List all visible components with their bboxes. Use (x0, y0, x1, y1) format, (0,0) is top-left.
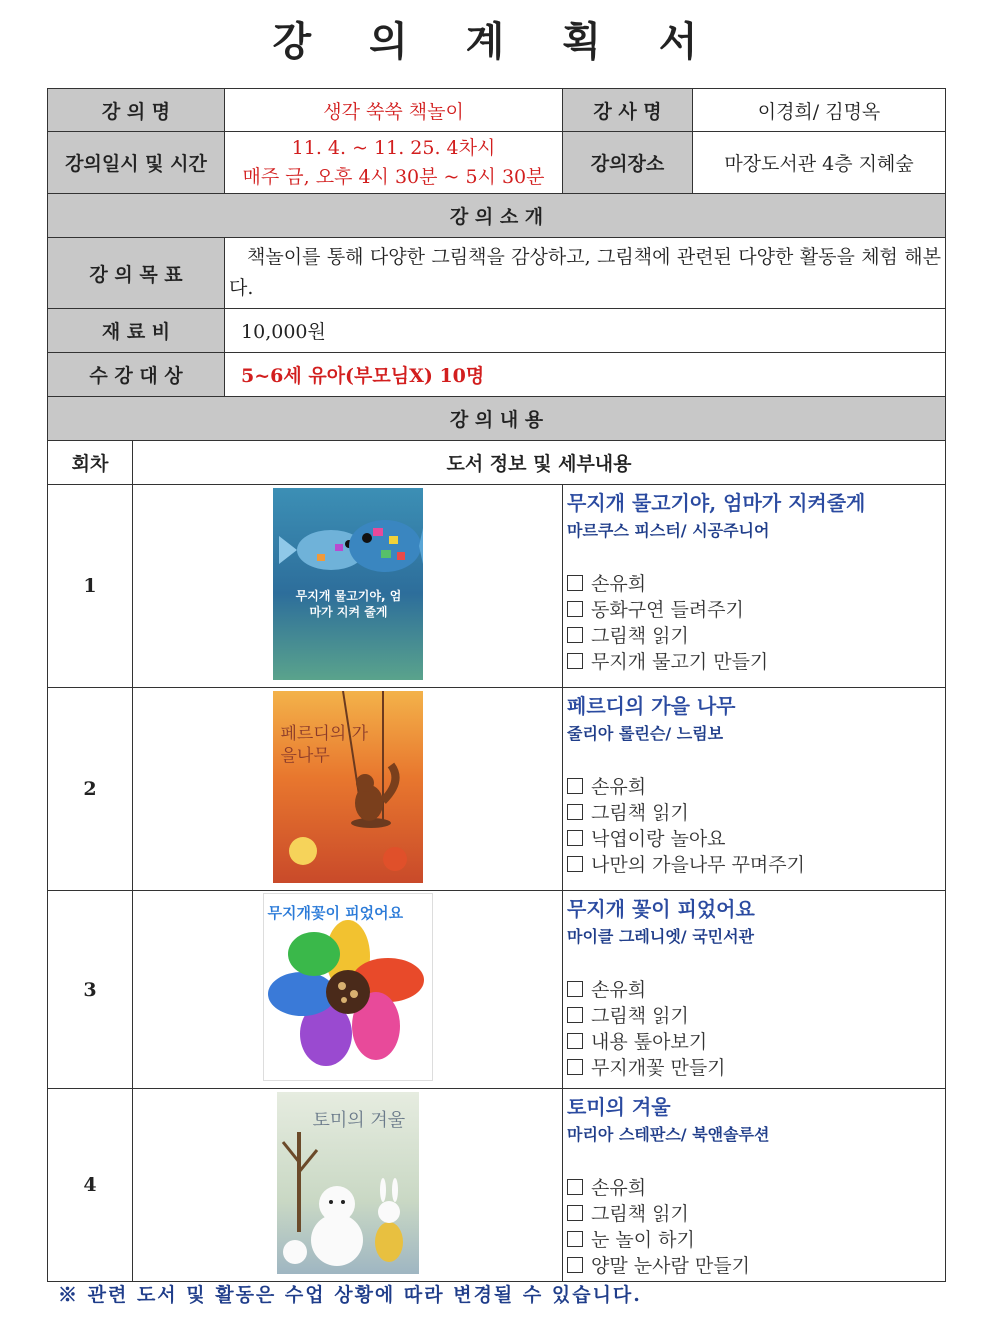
goal-text: 책놀이를 통해 다양한 그림책을 감상하고, 그림책에 관련된 다양한 활동을 체험 해본다. (225, 238, 946, 309)
session-number: 4 (48, 1089, 133, 1282)
cover-title: 무지개 물고기야, 엄마가 지켜 줄게 (295, 588, 402, 619)
col-details: 도서 정보 및 세부내용 (133, 441, 946, 485)
goal-label: 강 의 목 표 (48, 238, 225, 309)
location: 마장도서관 4층 지혜숲 (693, 132, 946, 194)
book-cover-rainbow-flower (263, 893, 433, 1081)
book-author: 줄리아 롤린슨/ 느림보 (567, 724, 724, 743)
course-name: 생각 쑥쑥 책놀이 (225, 89, 563, 132)
fee-label: 재 료 비 (48, 309, 225, 353)
target: 5~6세 유아(부모님X) 10명 (225, 353, 946, 397)
checkbox-icon (567, 1205, 583, 1221)
activity-item: 그림책 읽기 (567, 1003, 941, 1029)
book-author: 마리아 스테판스/ 북앤솔루션 (567, 1125, 770, 1144)
schedule-cell (225, 132, 563, 194)
session-number: 3 (48, 891, 133, 1089)
checkbox-icon (567, 1231, 583, 1247)
book-cover-tommy-winter (277, 1092, 419, 1274)
session-number: 2 (48, 688, 133, 891)
checkbox-icon (567, 830, 583, 846)
course-name-label: 강 의 명 (48, 89, 225, 132)
activity-item: 내용 톺아보기 (567, 1029, 941, 1055)
schedule-label: 강의일시 및 시간 (48, 132, 225, 194)
book-info (563, 1089, 946, 1282)
book-cover-ferdie-tree (273, 691, 423, 883)
schedule-row (48, 132, 946, 194)
col-session: 회차 (48, 441, 133, 485)
session-row (48, 688, 946, 891)
book-title: 토미의 겨울 (567, 1095, 671, 1119)
checkbox-icon (567, 1257, 583, 1273)
checkbox-icon (567, 575, 583, 591)
session-row (48, 891, 946, 1089)
schedule-dates: 11. 4. ~ 11. 25. 4차시 (291, 136, 496, 159)
footer-note: ※ 관련 도서 및 활동은 수업 상황에 따라 변경될 수 있습니다. (58, 1284, 642, 1306)
book-title: 무지개 꽃이 피었어요 (567, 897, 755, 921)
cover-title: 토미의 겨울 (312, 1109, 406, 1131)
book-cover-cell (133, 1089, 563, 1282)
goal-row (48, 238, 946, 309)
course-name-row (48, 89, 946, 132)
activity-item: 나만의 가을나무 꾸며주기 (567, 852, 941, 878)
checkbox-icon (567, 778, 583, 794)
book-title: 페르디의 가을 나무 (567, 694, 736, 718)
page-title: 강 의 계 획 서 (272, 18, 720, 65)
checkbox-icon (567, 804, 583, 820)
activity-item: 그림책 읽기 (567, 800, 941, 826)
activity-item: 그림책 읽기 (567, 1201, 941, 1227)
activity-item: 그림책 읽기 (567, 623, 941, 649)
activity-item: 무지개꽃 만들기 (567, 1055, 941, 1081)
activity-item: 손유희 (567, 571, 941, 597)
content-column-headers (48, 441, 946, 485)
activity-item: 손유희 (567, 977, 941, 1003)
instructor-label: 강 사 명 (563, 89, 693, 132)
book-cover-cell (133, 688, 563, 891)
checkbox-icon (567, 627, 583, 643)
activity-item: 손유희 (567, 774, 941, 800)
checkbox-icon (567, 856, 583, 872)
cover-title: 무지개꽃이 피었어요 (267, 904, 404, 922)
checkbox-icon (567, 601, 583, 617)
book-cover-cell (133, 891, 563, 1089)
session-number: 1 (48, 485, 133, 688)
checkbox-icon (567, 1033, 583, 1049)
book-title: 무지개 물고기야, 엄마가 지켜줄게 (567, 491, 866, 515)
book-cover-cell (133, 485, 563, 688)
activity-item: 동화구연 들려주기 (567, 597, 941, 623)
activity-item: 눈 놀이 하기 (567, 1227, 941, 1253)
lecture-plan-table (47, 88, 946, 1282)
activity-item: 손유희 (567, 1175, 941, 1201)
fee: 10,000원 (225, 309, 946, 353)
location-label: 강의장소 (563, 132, 693, 194)
book-author: 마르쿠스 피스터/ 시공주니어 (567, 521, 770, 540)
cover-title: 페르디의 가을나무 (280, 723, 369, 766)
checkbox-icon (567, 981, 583, 997)
content-heading: 강 의 내 용 (48, 397, 946, 441)
instructor: 이경희/ 김명옥 (693, 89, 946, 132)
session-row (48, 1089, 946, 1282)
book-author: 마이클 그레니엣/ 국민서관 (567, 927, 755, 946)
fish-illustration-icon (273, 488, 423, 680)
activity-item: 낙엽이랑 놀아요 (567, 826, 941, 852)
checkbox-icon (567, 1179, 583, 1195)
target-label: 수 강 대 상 (48, 353, 225, 397)
activity-item: 무지개 물고기 만들기 (567, 649, 941, 675)
checkbox-icon (567, 1059, 583, 1075)
book-info (563, 891, 946, 1089)
schedule-time: 매주 금, 오후 4시 30분 ~ 5시 30분 (242, 165, 545, 188)
book-cover-rainbow-fish (273, 488, 423, 680)
fee-row (48, 309, 946, 353)
activity-item: 양말 눈사람 만들기 (567, 1253, 941, 1279)
squirrel-swing-illustration-icon (273, 691, 423, 883)
book-info (563, 485, 946, 688)
book-info (563, 688, 946, 891)
checkbox-icon (567, 1007, 583, 1023)
intro-heading: 강 의 소 개 (48, 194, 946, 238)
target-row (48, 353, 946, 397)
checkbox-icon (567, 653, 583, 669)
session-row (48, 485, 946, 688)
